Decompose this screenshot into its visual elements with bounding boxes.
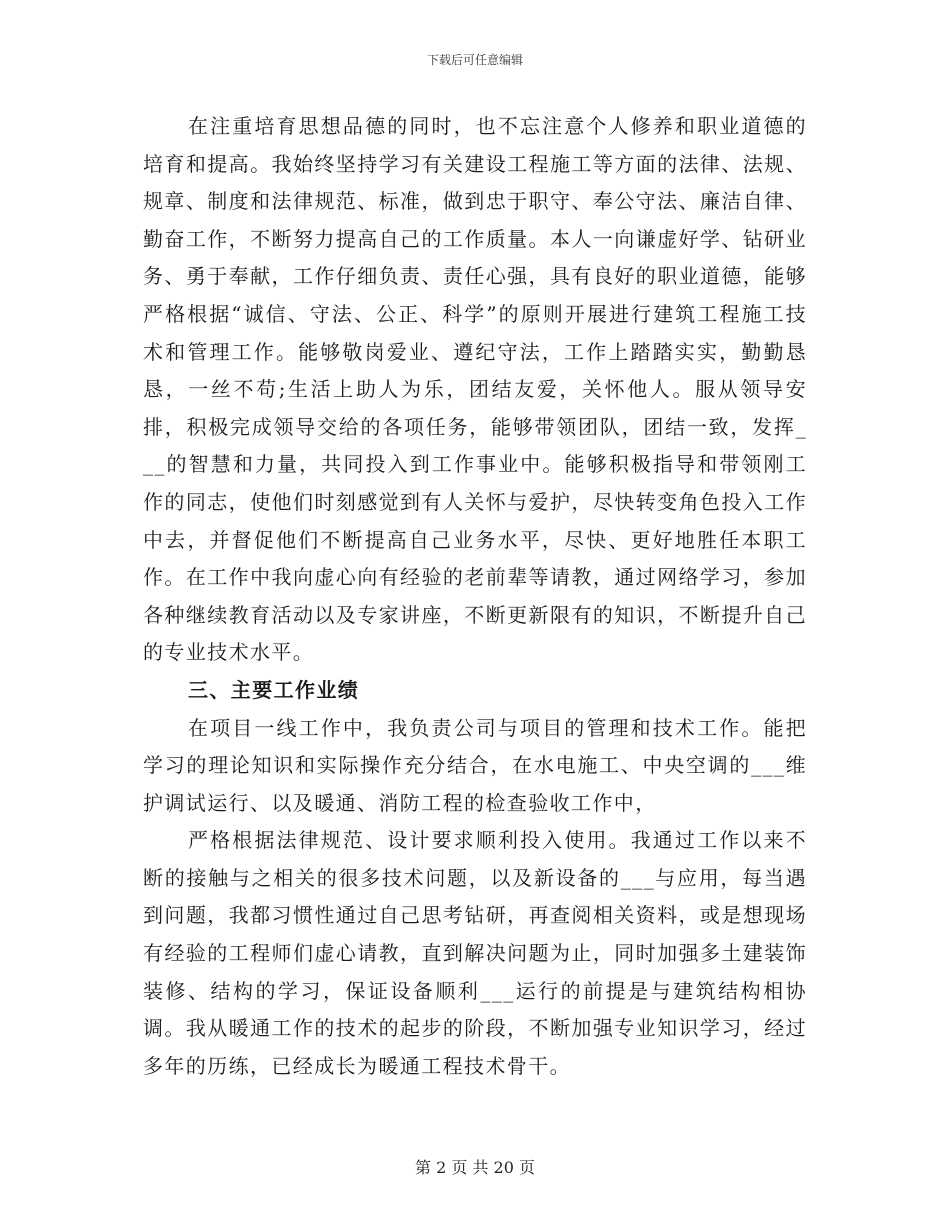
section-heading-main-achievements: 三、主要工作业绩 bbox=[188, 677, 360, 702]
paragraph-project-work: 在项目一线工作中，我负责公司与项目的管理和技术工作。能把学习的理论知识和实际操作充分结合，在水电施工、中央空调的___维护调试运行、以及暖通、消防工程的检查验收工作中， bbox=[143, 715, 807, 815]
paragraph-technical-growth: 严格根据法律规范、设计要求顺利投入使用。我通过工作以来不断的接触与之相关的很多技术问题，以及新设备的___与应用，每当遇到问题，我都习惯性通过自己思考钻研，再查阅相关资料，或是想现场有经验的工程师们虚心请教，直到解决问题为止，同时加强多土建装饰装修、结构的学习，保证设备顺利___运行的前提是与建筑结构相协调。我从暖通工作的技术的起步的阶段，不断加强专业知识学习，经过多年的历练，已经成长为暖通工程技术骨干。 bbox=[143, 828, 807, 1078]
paragraph-ethics: 在注重培育思想品德的同时，也不忘注意个人修养和职业道德的培育和提高。我始终坚持学习有关建设工程施工等方面的法律、法规、规章、制度和法律规范、标准，做到忠于职守、奉公守法、廉洁自律、勤奋工作，不断努力提高自己的工作质量。本人一向谦虚好学、钻研业务、勇于奉献，工作仔细负责、责任心强，具有良好的职业道德，能够严格根据“诚信、守法、公正、科学”的原则开展进行建筑工程施工技术和管理工作。能够敬岗爱业、遵纪守法，工作上踏踏实实，勤勤恳恳，一丝不苟;生活上助人为乐，团结友爱，关怀他人。服从领导安排，积极完成领导交给的各项任务，能够带领团队，团结一致，发挥___的智慧和力量，共同投入到工作事业中。能够积极指导和带领刚工作的同志，使他们时刻感觉到有人关怀与爱护，尽快转变角色投入工作中去，并督促他们不断提高自己业务水平，尽快、更好地胜任本职工作。在工作中我向虚心向有经验的老前辈等请教，通过网络学习，参加各种继续教育活动以及专家讲座，不断更新限有的知识，不断提升自己的专业技术水平。 bbox=[143, 114, 807, 665]
document-body bbox=[143, 108, 807, 1085]
page-number: 第 2 页 共 20 页 bbox=[415, 1158, 535, 1177]
page-header-note: 下载后可任意编辑 bbox=[426, 53, 523, 67]
